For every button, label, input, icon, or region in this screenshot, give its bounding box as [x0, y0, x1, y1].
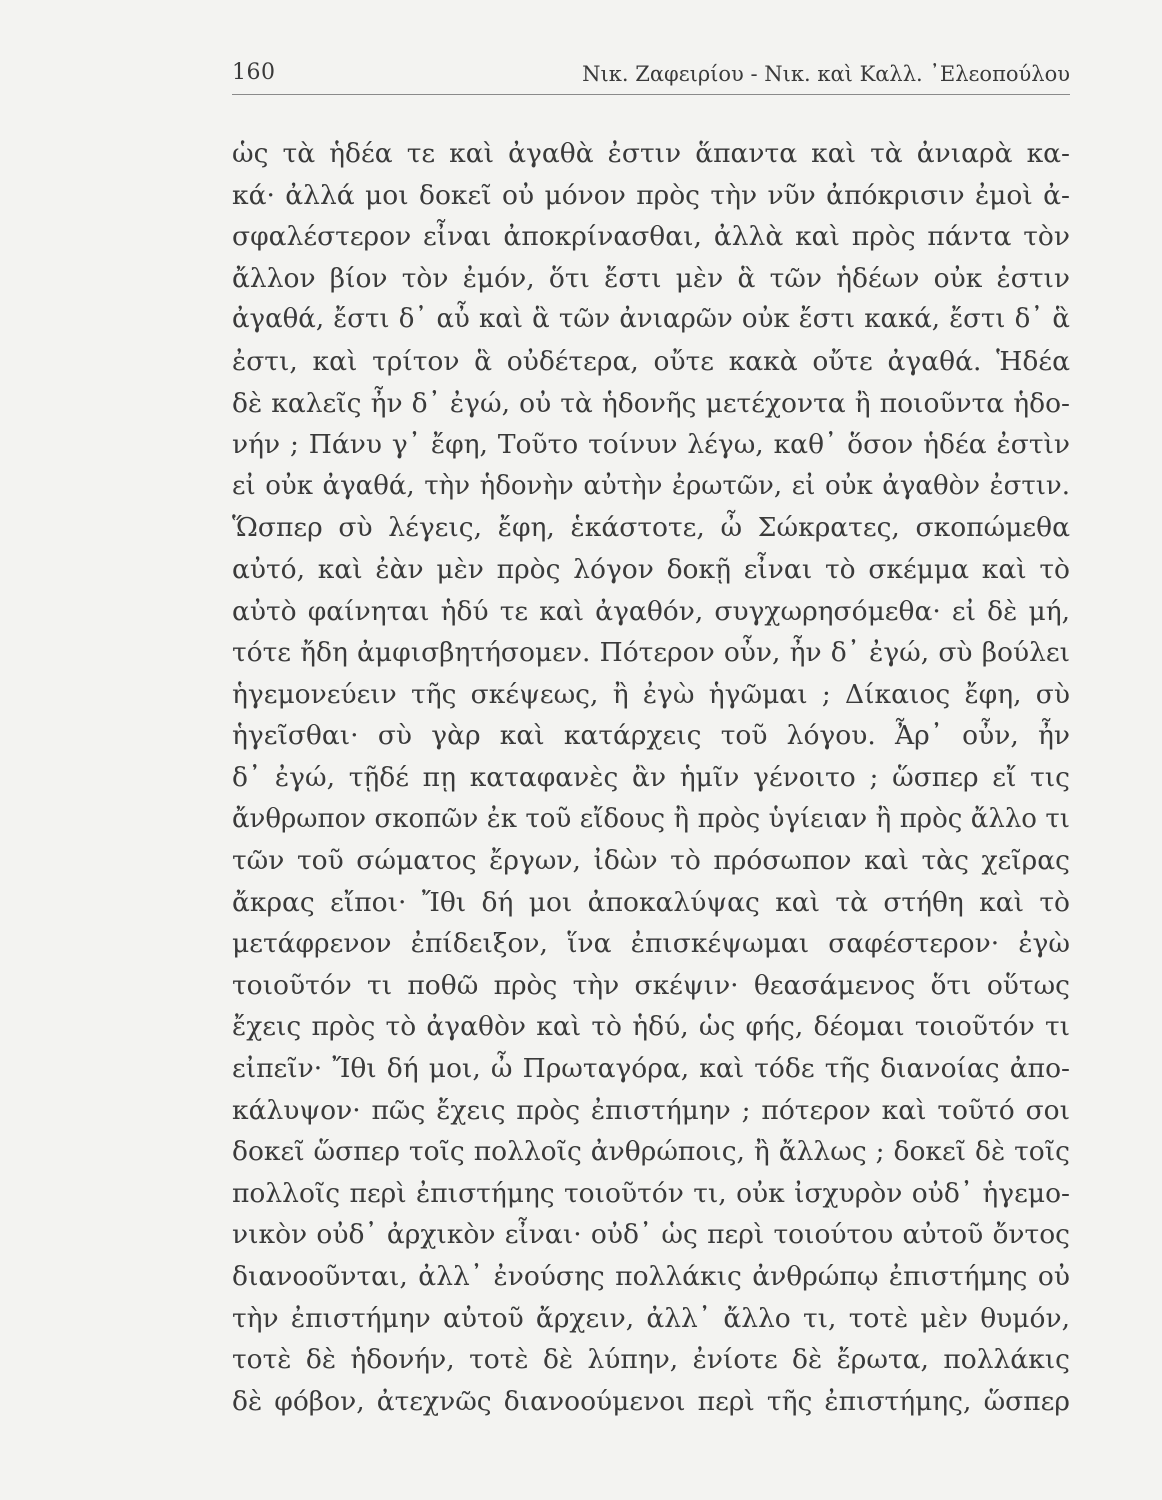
text-line: ἡγεμονεύειν τῆς σκέψεως, ἢ ἐγὼ ἡγῶμαι ; Δίκαιος ἔφη, σὺ [232, 678, 1070, 710]
header-rule [232, 94, 1070, 95]
text-line: τὴν ἐπιστήμην αὐτοῦ ἄρχειν, ἀλλ᾿ ἄλλο τι, τοτὲ μὲν θυμόν, [232, 1302, 1070, 1334]
text-line: ἄνθρωπον σκοπῶν ἐκ τοῦ εἴδους ἢ πρὸς ὑγίειαν ἢ πρὸς ἄλλο τι [232, 803, 1070, 834]
page-header [232, 56, 1070, 92]
text-line: νικὸν οὐδ᾿ ἀρχικὸν εἶναι· οὐδ᾿ ὡς περὶ τοιούτου αὐτοῦ ὄντος [232, 1219, 1070, 1251]
text-line: πολλοῖς περὶ ἐπιστήμης τοιοῦτόν τι, οὐκ ἰσχυρὸν οὐδ᾿ ἡγεμο- [232, 1177, 1070, 1209]
text-line: ἐστι, καὶ τρίτον ἃ οὐδέτερα, οὔτε κακὰ οὔτε ἀγαθά. Ἡδέα [232, 345, 1070, 377]
text-line: τῶν τοῦ σώματος ἔργων, ἰδὼν τὸ πρόσωπον καὶ τὰς χεῖρας [232, 845, 1070, 877]
text-line: κάλυψον· πῶς ἔχεις πρὸς ἐπιστήμην ; πότερον καὶ τοῦτό σοι [232, 1094, 1070, 1126]
text-line: ὡς τὰ ἡδέα τε καὶ ἀγαθὰ ἐστιν ἅπαντα καὶ τὰ ἀνιαρὰ κα- [232, 138, 1070, 169]
running-title: Νικ. Ζαφειρίου - Νικ. καὶ Καλλ. ᾿Ελεοπούλου [582, 62, 1070, 86]
text-line: τοιοῦτόν τι ποθῶ πρὸς τὴν σκέψιν· θεασάμενος ὅτι οὕτως [232, 969, 1070, 1001]
text-line: κά· ἀλλά μοι δοκεῖ οὐ μόνον πρὸς τὴν νῦν ἀπόκρισιν ἐμοὶ ἀ- [232, 179, 1070, 211]
text-line: εἰ οὐκ ἀγαθά, τὴν ἡδονὴν αὐτὴν ἐρωτῶν, εἰ οὐκ ἀγαθὸν ἐστιν. [232, 470, 1070, 501]
text-line: διανοοῦνται, ἀλλ᾿ ἐνούσης πολλάκις ἀνθρώπῳ ἐπιστήμης οὐ [232, 1261, 1070, 1293]
text-line: σφαλέστερον εἶναι ἀποκρίνασθαι, ἀλλὰ καὶ πρὸς πάντα τὸν [232, 221, 1070, 253]
text-line: δὲ φόβον, ἀτεχνῶς διανοούμενοι περὶ τῆς ἐπιστήμης, ὥσπερ [232, 1385, 1070, 1417]
text-line: δ᾿ ἐγώ, τῇδέ πῃ καταφανὲς ἂν ἡμῖν γένοιτο ; ὥσπερ εἴ τις [232, 761, 1070, 793]
text-line: αὐτὸ φαίνηται ἡδύ τε καὶ ἀγαθόν, συγχωρησόμεθα· εἰ δὲ μή, [232, 595, 1070, 627]
text-line: ἄλλον βίον τὸν ἐμόν, ὅτι ἔστι μὲν ἃ τῶν ἡδέων οὐκ ἐστιν [232, 262, 1070, 294]
text-line: δοκεῖ ὥσπερ τοῖς πολλοῖς ἀνθρώποις, ἢ ἄλλως ; δοκεῖ δὲ τοῖς [232, 1136, 1070, 1168]
text-line: ἡγεῖσθαι· σὺ γὰρ καὶ κατάρχεις τοῦ λόγου. Ἆρ᾿ οὖν, ἦν [232, 720, 1070, 752]
text-line: αὐτό, καὶ ἐὰν μὲν πρὸς λόγον δοκῇ εἶναι τὸ σκέμμα καὶ τὸ [232, 553, 1070, 585]
body-text [232, 133, 1070, 1422]
text-line: Ὥσπερ σὺ λέγεις, ἔφη, ἑκάστοτε, ὦ Σώκρατες, σκοπώμεθα [232, 512, 1070, 544]
text-line: ἀγαθά, ἔστι δ᾿ αὖ καὶ ἃ τῶν ἀνιαρῶν οὐκ ἔστι κακά, ἔστι δ᾿ ἃ [232, 304, 1070, 335]
text-line: νήν ; Πάνυ γ᾿ ἔφη, Τοῦτο τοίνυν λέγω, καθ᾿ ὅσον ἡδέα ἐστὶν [232, 429, 1070, 461]
text-line: τότε ἤδη ἀμφισβητήσομεν. Πότερον οὖν, ἦν δ᾿ ἐγώ, σὺ βούλει [232, 637, 1070, 669]
page-number: 160 [232, 60, 276, 85]
text-line: δὲ καλεῖς ἦν δ᾿ ἐγώ, οὐ τὰ ἡδονῆς μετέχοντα ἢ ποιοῦντα ἡδο- [232, 387, 1070, 419]
text-line: τοτὲ δὲ ἡδονήν, τοτὲ δὲ λύπην, ἐνίοτε δὲ ἔρωτα, πολλάκις [232, 1344, 1070, 1376]
text-line: ἔχεις πρὸς τὸ ἀγαθὸν καὶ τὸ ἡδύ, ὡς φής, δέομαι τοιοῦτόν τι [232, 1011, 1070, 1043]
text-line: εἰπεῖν· Ἴθι δή μοι, ὦ Πρωταγόρα, καὶ τόδε τῆς διανοίας ἀπο- [232, 1053, 1070, 1085]
text-line: μετάφρενον ἐπίδειξον, ἵνα ἐπισκέψωμαι σαφέστερον· ἐγὼ [232, 928, 1070, 960]
text-line: ἄκρας εἴποι· Ἴθι δή μοι ἀποκαλύψας καὶ τὰ στήθη καὶ τὸ [232, 886, 1070, 918]
